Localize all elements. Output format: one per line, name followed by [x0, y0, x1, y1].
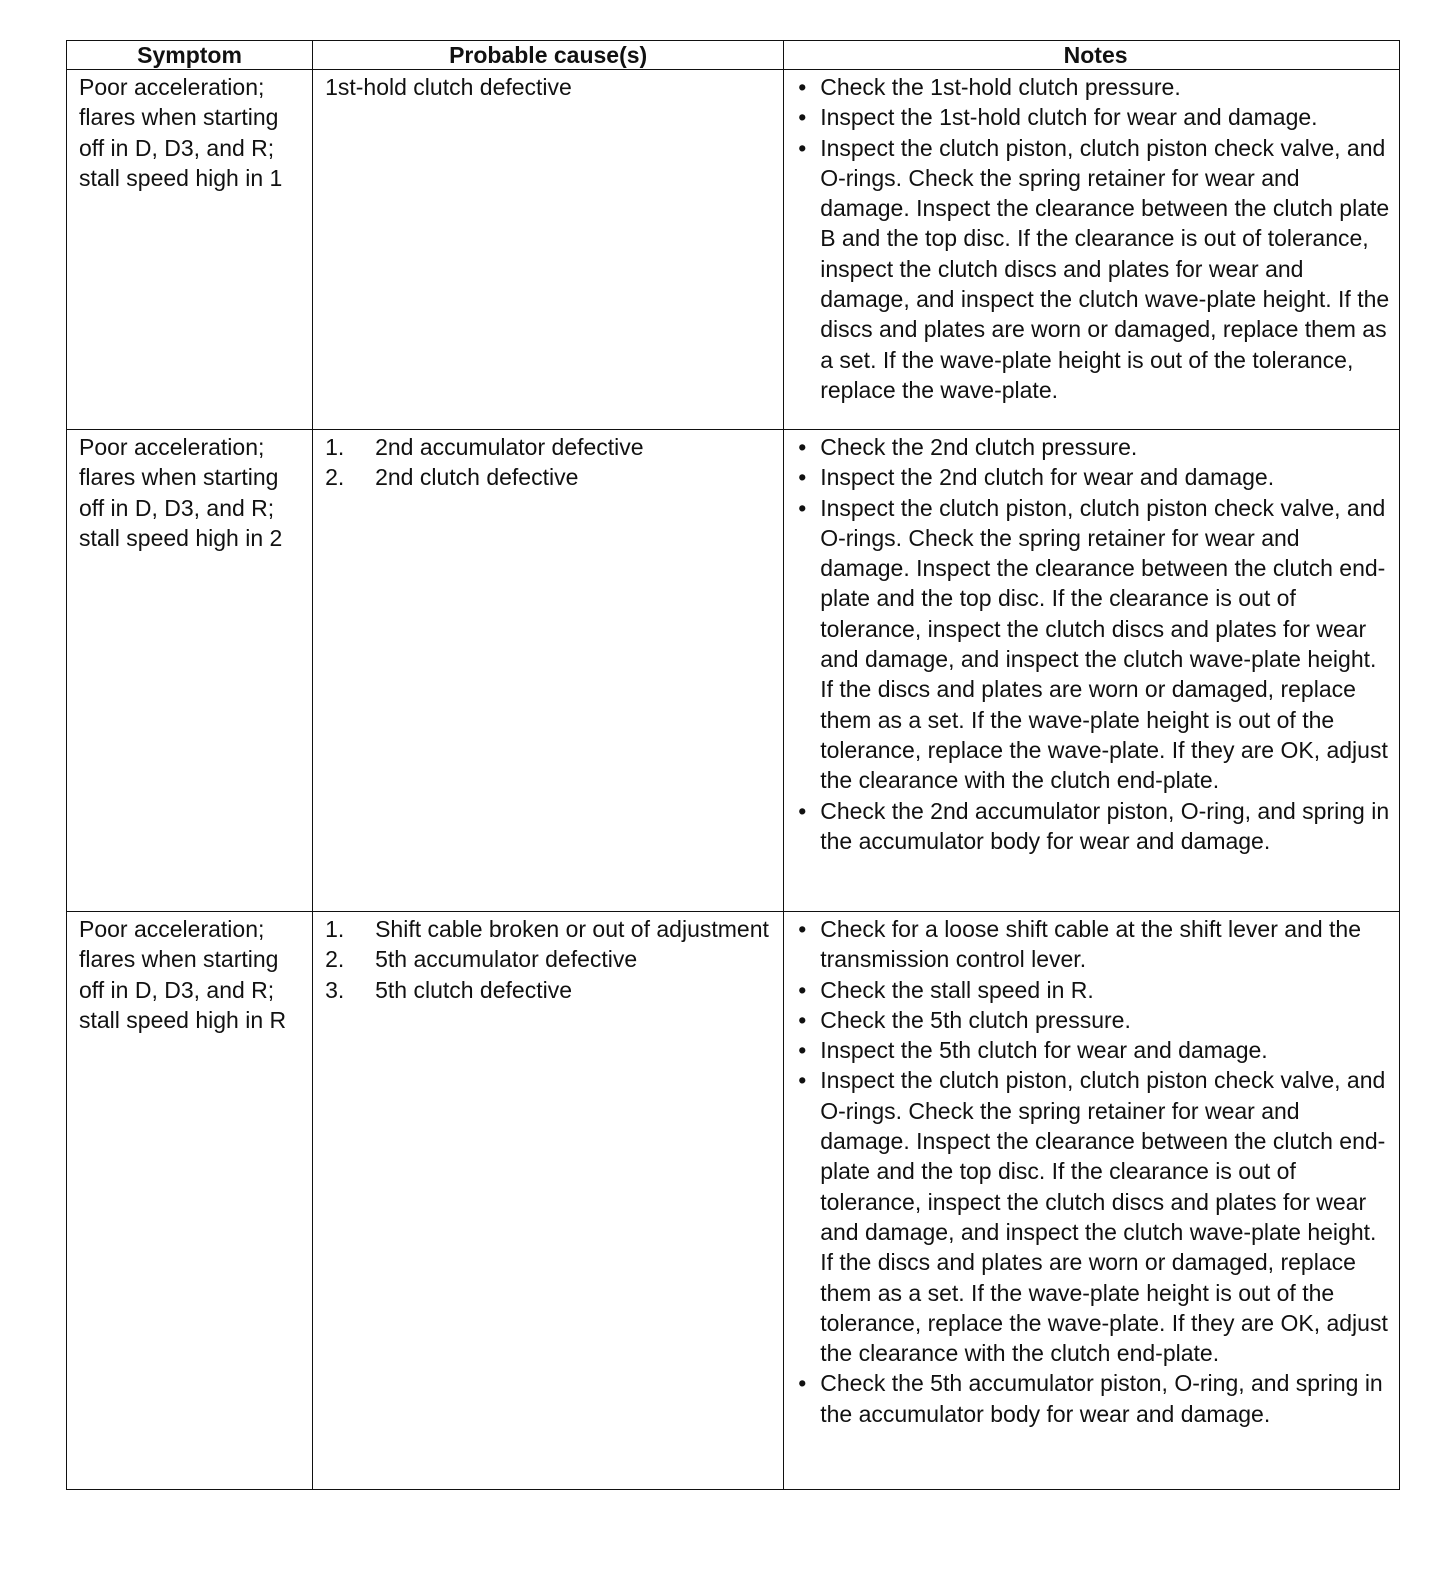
note-text: Check the 2nd accumulator piston, O-ring, and spring in the accumulator body for wear and damage. [820, 797, 1390, 854]
table-row [67, 430, 1400, 912]
notes-list [798, 914, 1393, 1429]
cause-cell [313, 70, 784, 430]
cause-cell [313, 430, 784, 912]
note-text: Inspect the clutch piston, clutch piston check valve, and O-rings. Check the spring retainer for wear and damage. Inspect the clearance between the clutch end-plate and the top disc. If the clearance is out of tolerance, inspect the clutch discs and plates for wear and damage, and inspect the clutch wave-plate height. If the discs and plates are worn or damaged, replace them as a set. If the wave-plate height is out of the tolerance, replace the wave-plate. If they are OK, adjust the clearance with the clutch end-plate. [820, 494, 1388, 794]
note-item [798, 102, 1393, 132]
note-text: Inspect the clutch piston, clutch piston check valve, and O-rings. Check the spring retainer for wear and damage. Inspect the clearance between the clutch end-plate and the top disc. If the clearance is out of tolerance, inspect the clutch discs and plates for wear and damage, and inspect the clutch wave-plate height. If the discs and plates are worn or damaged, replace them as a set. If the wave-plate height is out of the tolerance, replace the wave-plate. If they are OK, adjust the clearance with the clutch end-plate. [820, 1067, 1388, 1367]
symptom-cell: Poor acceleration; flares when starting off in D, D3, and R; stall speed high in 2 [67, 430, 313, 912]
note-text: Inspect the 5th clutch for wear and damage. [820, 1037, 1268, 1064]
note-item [798, 493, 1393, 796]
bullet-icon: • [798, 74, 807, 100]
bullet-icon: • [798, 976, 807, 1003]
bullet-icon: • [798, 916, 807, 942]
cause-number: 1. [325, 434, 345, 460]
cause-list [325, 432, 773, 493]
cause-item [325, 462, 773, 492]
cause-number: 2. [325, 464, 345, 491]
note-text: Inspect the clutch piston, clutch piston check valve, and O-rings. Check the spring retainer for wear and damage. Inspect the clearance between the clutch plate B and the top disc. If the clearance is out of tolerance, inspect the clutch discs and plates for wear and damage, and inspect the clutch wave-plate height. If the discs and plates are worn or damaged, replace them as a set. If the wave-plate height is out of the tolerance, replace the wave-plate. [820, 134, 1390, 403]
cause-item [325, 944, 773, 974]
notes-cell [784, 430, 1400, 912]
note-item [798, 72, 1393, 102]
note-item [798, 462, 1393, 492]
table-row [67, 70, 1400, 430]
symptom-cell: Poor acceleration; flares when starting off in D, D3, and R; stall speed high in R [67, 912, 313, 1490]
bullet-icon: • [798, 434, 807, 460]
cause-cell [313, 912, 784, 1490]
note-item [798, 1368, 1393, 1429]
notes-list [798, 432, 1393, 856]
bullet-icon: • [798, 1006, 807, 1033]
troubleshooting-table [66, 40, 1400, 1490]
note-item [798, 1005, 1393, 1035]
symptom-cell: Poor acceleration; flares when starting off in D, D3, and R; stall speed high in 1 [67, 70, 313, 430]
cause-text: Shift cable broken or out of adjustment [375, 916, 769, 942]
note-item [798, 133, 1393, 406]
bullet-icon: • [798, 1370, 807, 1397]
cause-number: 2. [325, 946, 345, 973]
cause-item [325, 914, 773, 944]
bullet-icon: • [798, 797, 807, 824]
note-text: Check the 1st-hold clutch pressure. [820, 74, 1181, 100]
notes-cell [784, 912, 1400, 1490]
note-text: Check the 5th accumulator piston, O-ring, and spring in the accumulator body for wear and damage. [820, 1370, 1383, 1427]
bullet-icon: • [798, 494, 807, 521]
note-text: Check the 5th clutch pressure. [820, 1006, 1131, 1033]
cause-text: 5th clutch defective [375, 976, 572, 1003]
cause-text: 2nd clutch defective [375, 464, 579, 491]
bullet-icon: • [798, 1067, 807, 1094]
header-row [67, 41, 1400, 70]
cause-text: 2nd accumulator defective [375, 434, 644, 460]
note-text: Check the 2nd clutch pressure. [820, 434, 1138, 460]
notes-list [798, 72, 1393, 405]
cause-text: 1st-hold clutch defective [325, 74, 572, 100]
note-text: Inspect the 1st-hold clutch for wear and damage. [820, 104, 1318, 131]
cause-text: 5th accumulator defective [375, 946, 638, 973]
bullet-icon: • [798, 1037, 807, 1064]
note-item [798, 914, 1393, 975]
cause-item [325, 975, 773, 1005]
notes-cell [784, 70, 1400, 430]
note-text: Check for a loose shift cable at the shift lever and the transmission control lever. [820, 916, 1362, 973]
bullet-icon: • [798, 104, 807, 131]
bullet-icon: • [798, 134, 807, 161]
cause-item [325, 432, 773, 462]
cause-number: 1. [325, 916, 345, 942]
cause-number: 3. [325, 976, 345, 1003]
bullet-icon: • [798, 464, 807, 491]
note-item [798, 796, 1393, 857]
table-row [67, 912, 1400, 1490]
header-probable-causes: Probable cause(s) [313, 41, 784, 70]
header-notes: Notes [784, 41, 1400, 70]
note-item [798, 1035, 1393, 1065]
note-text: Check the stall speed in R. [820, 976, 1094, 1003]
note-item [798, 1065, 1393, 1368]
note-text: Inspect the 2nd clutch for wear and damage. [820, 464, 1275, 491]
note-item [798, 975, 1393, 1005]
note-item [798, 432, 1393, 462]
header-symptom: Symptom [67, 41, 313, 70]
cause-list [325, 914, 773, 1005]
